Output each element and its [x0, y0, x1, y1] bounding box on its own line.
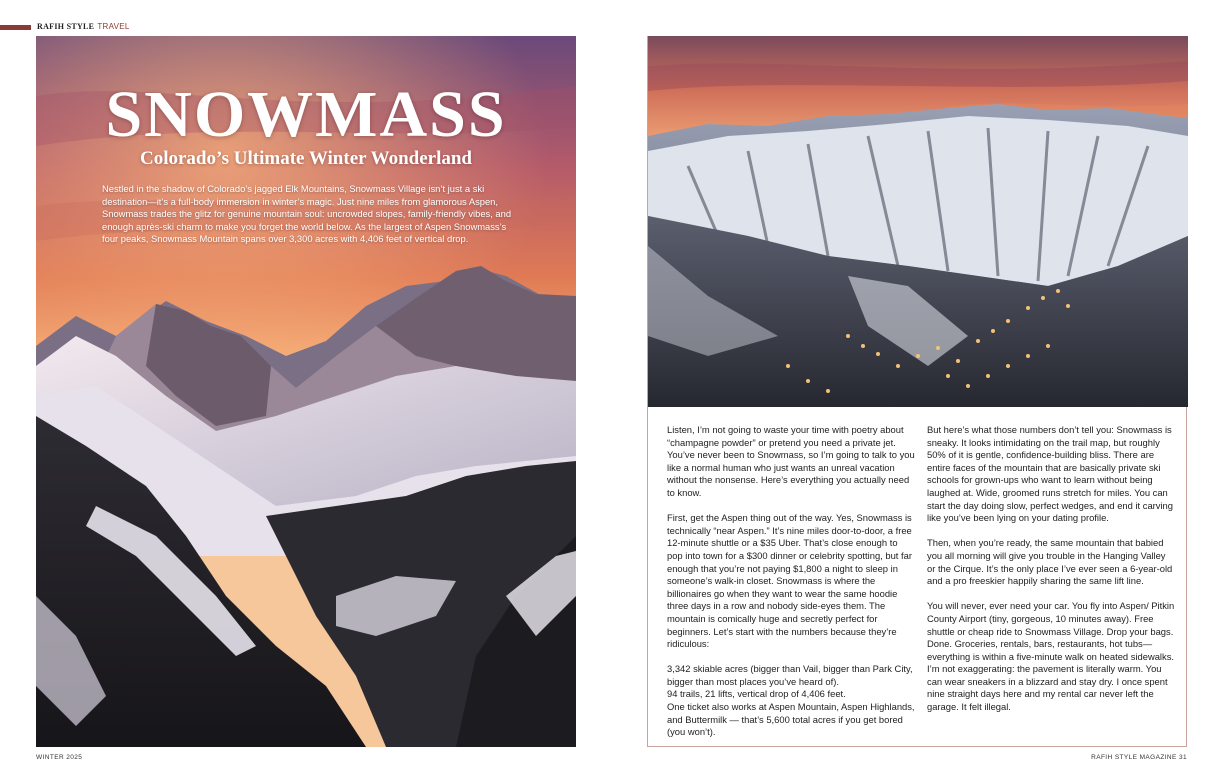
footer-issue: WINTER 2025	[36, 754, 83, 761]
brand-name: RAFIH STYLE	[37, 22, 95, 31]
snowmass-aerial-photo	[648, 36, 1188, 407]
paragraph: Listen, I’m not going to waste your time with poetry about “champagne powder” or pretend you need a private jet. You’ve never been to Snowmass, so I’m going to talk to you like a normal human who just wants an unreal vacation without the nonsense. Here’s everything you actually need to know.	[667, 424, 915, 498]
paragraph: Then, when you’re ready, the same mountain that babied you all morning will give you trouble in the Hanging Valley or the Cirque. It’s the only place I’ve ever seen a 6-year-old and a pro freeskier happily sharing the same lift line.	[927, 537, 1173, 587]
paragraph: But here’s what those numbers don’t tell you: Snowmass is sneaky. It looks intimidating on the trail map, but roughly 50% of it is gentle, confidence-building bliss. There are entire faces of the mountain that are basically private ski schools for grown-ups who want to learn without being laughed at. Wide, groomed runs stretch for miles. You can start the day doing slow, perfect wedges, and end it carving like you’ve been lying on your dating profile.	[927, 424, 1173, 524]
stat-line: One ticket also works at Aspen Mountain, Aspen Highlands, and Buttermilk — that’s 5,600 total acres if you get bored (you won’t).	[667, 701, 915, 738]
section-name: TRAVEL	[97, 22, 130, 31]
article-title: SNOWMASS	[105, 78, 507, 151]
stat-line: 94 trails, 21 lifts, vertical drop of 4,406 feet.	[667, 688, 846, 700]
article-column-2	[927, 424, 1175, 726]
article-subtitle: Colorado’s Ultimate Winter Wonderland	[140, 148, 472, 169]
stat-line: 3,342 skiable acres (bigger than Vail, bigger than Park City, bigger than most places you’ve heard of).	[667, 663, 913, 687]
article-column-1	[667, 424, 915, 739]
footer-page: RAFIH STYLE MAGAZINE 31	[1091, 754, 1187, 761]
section-label	[37, 22, 130, 31]
paragraph: You will never, ever need your car. You fly into Aspen/ Pitkin County Airport (tiny, gorgeous, 10 minutes away). Free shuttle or cheap ride to Snowmass Village. Drop your bags. Done. Groceries, rentals, bars, restaurants, hot tubs—everything is within a five-minute walk on heated sidewalks. I’m not exaggerating: the pavement is literally warm. You can wear sneakers in a blizzard and stay dry. I once spent nine straight days here and my rental car never left the garage. It felt illegal.	[927, 600, 1175, 713]
maroon-bells-photo	[36, 36, 576, 747]
paragraph: First, get the Aspen thing out of the way. Yes, Snowmass is technically “near Aspen.” It’s nine miles door-to-door, a free 12-minute shuttle or a $35 Uber. That’s close enough to pop into town for a $300 dinner or celebrity spotting, but far enough that you’re not paying $1,800 a night to sleep in someone’s walk-in closet. Snowmass is where the billionaires go when they want to wear the same hoodie three days in a row and nobody side-eyes them. The mountain is comically huge and secretly perfect for beginners. Let’s start with the numbers because they’re ridiculous:	[667, 512, 912, 650]
accent-bar	[0, 25, 31, 30]
article-intro: Nestled in the shadow of Colorado’s jagged Elk Mountains, Snowmass Village isn’t just a ski destination—it’s a full-body immersion in winter’s magic. Just nine miles from glamorous Aspen, Snowmass trades the glitz for genuine mountain soul: uncrowded slopes, family-friendly vibes, and enough après-ski charm to make you forget the world below. As the largest of Aspen Snowmass’s four peaks, Snowmass Mountain spans over 3,300 acres with 4,406 feet of vertical drop.	[102, 183, 512, 245]
